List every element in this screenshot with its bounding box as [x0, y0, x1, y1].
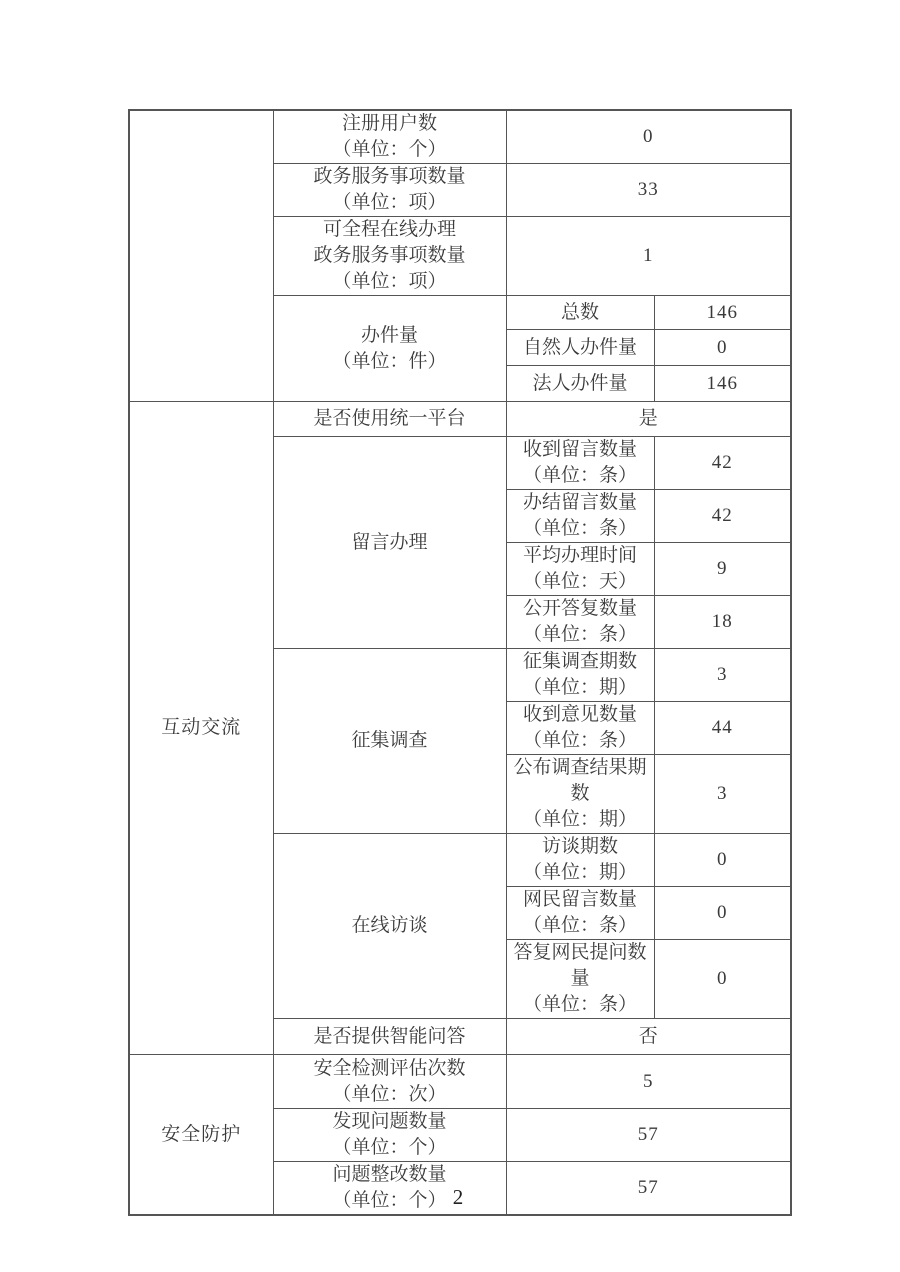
metric-value: 18 [654, 596, 791, 649]
metric-label-cell [506, 437, 654, 490]
group-label-interview: 在线访谈 [273, 834, 506, 1019]
group-label-survey: 征集调查 [273, 649, 506, 834]
metric-label-cell [506, 887, 654, 940]
metric-unit: （单位：条） [522, 624, 637, 645]
metric-label: 办结留言数量 [522, 492, 637, 513]
metric-label: 问题整改数量 [332, 1164, 447, 1185]
metric-value: 42 [654, 490, 791, 543]
metric-label: 政务服务事项数量 [313, 166, 466, 187]
metric-unit: （单位：条） [522, 994, 637, 1015]
group-label-messages: 留言办理 [273, 437, 506, 649]
metric-label-cell [506, 649, 654, 702]
metric-value: 3 [654, 649, 791, 702]
metric-label: 可全程在线办理 [322, 219, 456, 240]
metric-label: 访谈期数 [541, 836, 618, 857]
metric-label: 发现问题数量 [332, 1111, 447, 1132]
metric-label-cell [506, 702, 654, 755]
metric-label-cell [506, 834, 654, 887]
service-items-label-cell [273, 164, 506, 217]
banjian-legal-label: 法人办件量 [506, 366, 654, 402]
metric-unit: （单位：条） [522, 465, 637, 486]
metric-label-cell [273, 1109, 506, 1162]
registered-users-value: 0 [506, 110, 791, 164]
banjian-person-label: 自然人办件量 [506, 330, 654, 366]
page-number: 2 [452, 1185, 464, 1209]
report-table [128, 109, 792, 1216]
metric-value: 5 [506, 1055, 791, 1109]
metric-label-cell [273, 1055, 506, 1109]
category-cell-interaction: 互动交流 [129, 402, 273, 1055]
banjian-total-label: 总数 [506, 296, 654, 330]
metric-unit: （单位：次） [332, 1083, 447, 1105]
category-cell-security: 安全防护 [129, 1055, 273, 1216]
metric-unit: （单位：个） [332, 1137, 447, 1158]
metric-value: 0 [654, 834, 791, 887]
banjian-person-value: 0 [654, 330, 791, 366]
metric-value: 0 [654, 940, 791, 1019]
category-cell-empty [129, 110, 273, 402]
metric-label-cell [506, 596, 654, 649]
metric-value: 0 [654, 887, 791, 940]
metric-unit: （单位：条） [522, 730, 637, 751]
metric-value: 9 [654, 543, 791, 596]
metric-label: 政务服务事项数量 [313, 245, 466, 266]
metric-label: 征集调查期数 [522, 651, 637, 672]
table-row [129, 110, 791, 164]
unified-platform-label: 是否使用统一平台 [273, 402, 506, 437]
metric-unit: （单位：项） [332, 271, 447, 292]
metric-label: 安全检测评估次数 [313, 1057, 466, 1079]
metric-unit: （单位：条） [522, 518, 637, 539]
metric-label: 答复网民提问数量 [513, 942, 647, 989]
metric-unit: （单位：个） [332, 1190, 447, 1211]
metric-label: 收到意见数量 [522, 704, 637, 725]
metric-unit: （单位：期） [522, 677, 637, 698]
banjian-legal-value: 146 [654, 366, 791, 402]
online-items-value: 1 [506, 217, 791, 296]
metric-label: 公开答复数量 [522, 598, 637, 619]
online-items-label-cell [273, 217, 506, 296]
metric-value: 3 [654, 755, 791, 834]
metric-label-cell [506, 543, 654, 596]
metric-label: 公布调查结果期数 [513, 757, 647, 804]
metric-unit: （单位：个） [332, 139, 447, 160]
service-items-value: 33 [506, 164, 791, 217]
metric-unit: （单位：期） [522, 809, 637, 830]
metric-label-cell [506, 940, 654, 1019]
metric-value: 57 [506, 1109, 791, 1162]
banjian-total-value: 146 [654, 296, 791, 330]
metric-label: 平均办理时间 [522, 545, 637, 566]
metric-label: 收到留言数量 [522, 439, 637, 460]
metric-label: 办件量 [360, 324, 418, 346]
smart-qa-label: 是否提供智能问答 [273, 1019, 506, 1055]
table-row [129, 1055, 791, 1109]
metric-label-cell [506, 490, 654, 543]
metric-unit: （单位：件） [332, 350, 447, 372]
metric-value: 44 [654, 702, 791, 755]
metric-label-cell [506, 755, 654, 834]
metric-unit: （单位：期） [522, 862, 637, 883]
metric-value: 57 [506, 1162, 791, 1216]
metric-label: 网民留言数量 [522, 889, 637, 910]
unified-platform-value: 是 [506, 402, 791, 437]
table-row [129, 402, 791, 437]
metric-unit: （单位：条） [522, 915, 637, 936]
registered-users-label-cell [273, 110, 506, 164]
metric-unit: （单位：天） [522, 571, 637, 592]
metric-value: 42 [654, 437, 791, 490]
banjian-label-cell [273, 296, 506, 402]
smart-qa-value: 否 [506, 1019, 791, 1055]
metric-unit: （单位：项） [332, 192, 447, 213]
metric-label: 注册用户数 [341, 113, 437, 134]
